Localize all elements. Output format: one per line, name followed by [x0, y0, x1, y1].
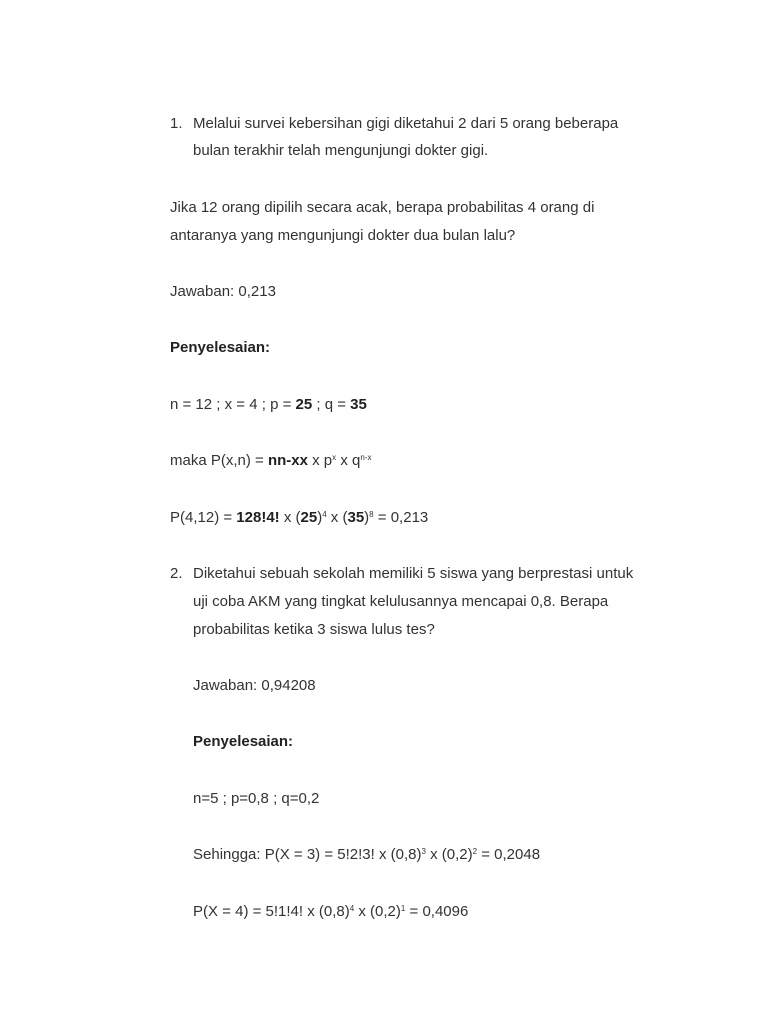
q1-text-line1: Melalui survei kebersihan gigi diketahui 2 dari 5 orang beberapa [193, 115, 619, 132]
q1-solution-heading: Penyelesaian: [170, 339, 271, 356]
q2-params: n=5 ; p=0,8 ; q=0,2 [193, 790, 320, 807]
q1-params: n = 12 ; x = 4 ; p = 25 ; q = 35 [170, 396, 367, 413]
q2-text-line2: uji coba AKM yang tingkat kelulusannya mencapai 0,8. Berapa [193, 593, 609, 610]
q2-number: 2. [170, 565, 183, 582]
q2-step1: Sehingga: P(X = 3) = 5!2!3! x $(0,8)^3$ x $(0,2)^2 = 0,2048$ [193, 846, 541, 863]
q2-step2: P(X = 4) = 5!1!4! x $(0,8)^4$ x $(0,2)^1 = 0,4096$ [193, 903, 469, 920]
q2-text-line1: Diketahui sebuah sekolah memiliki 5 siswa yang berprestasi untuk [193, 565, 634, 582]
q2-solution-heading: Penyelesaian: [193, 733, 294, 750]
q1-calculation: P(4,12) = 128!4! x $(25)^4$ x $(35)^8 = 0,213$ [170, 509, 429, 526]
q1-formula: maka P(x,n) = nn-xx x $p^x$ x $q^{n-x}$ [170, 452, 372, 469]
q1-question-line1: Jika 12 orang dipilih secara acak, berapa probabilitas 4 orang di [170, 199, 595, 216]
q2-text-line3: probabilitas ketika 3 siswa lulus tes? [193, 621, 435, 638]
q1-text-line2: bulan terakhir telah mengunjungi dokter gigi. [193, 142, 489, 159]
q1-question-line2: antaranya yang mengunjungi dokter dua bulan lalu? [170, 227, 516, 244]
q1-number: 1. [170, 115, 183, 132]
q2-answer: Jawaban: 0,94208 [193, 677, 316, 694]
q1-answer: Jawaban: 0,213 [170, 283, 276, 300]
